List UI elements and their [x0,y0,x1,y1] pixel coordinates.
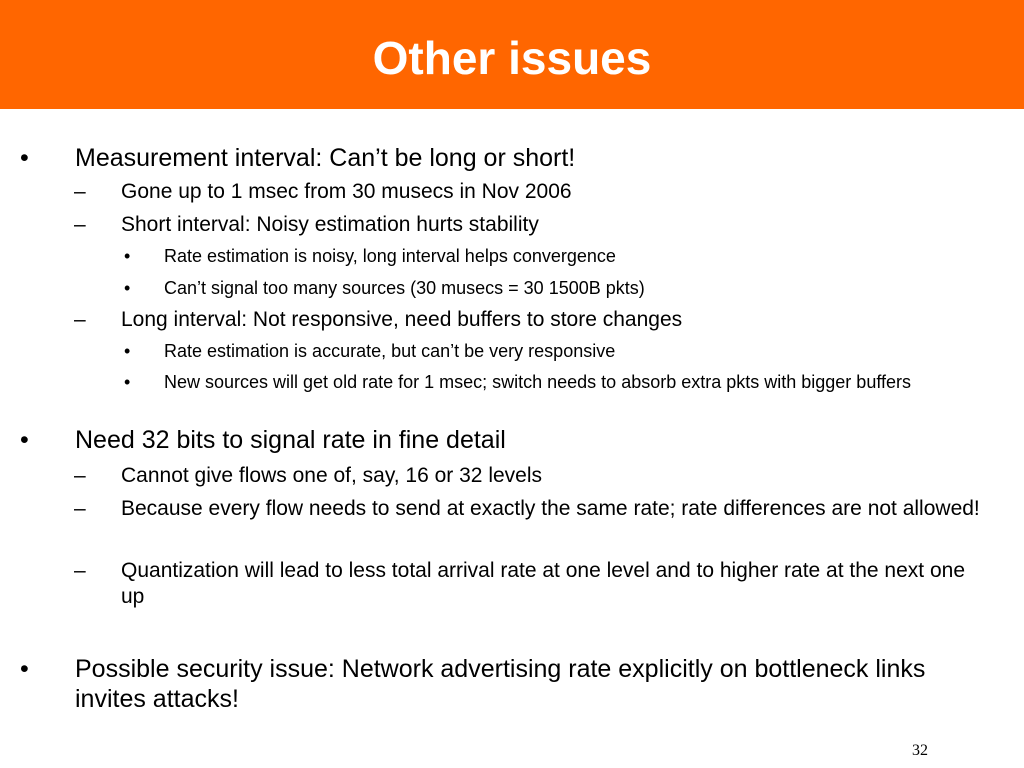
dash-marker: – [74,559,86,582]
slide-title: Other issues [372,32,652,84]
dash-marker: – [74,180,86,203]
bullet-item [74,179,991,205]
bullet-text: Short interval: Noisy estimation hurts stability [121,213,539,236]
bullet-text: Gone up to 1 msec from 30 musecs in Nov 2006 [121,180,572,203]
bullet-item [124,245,984,267]
bullet-item [74,496,991,522]
bullet-marker: • [20,655,29,683]
page-number: 32 [912,742,928,759]
bullet-marker: • [20,144,29,172]
bullet-text: Need 32 bits to signal rate in fine detail [75,426,506,454]
bullet-text: Measurement interval: Can’t be long or short! [75,144,576,172]
bullet-marker: • [124,372,131,392]
bullet-marker: • [124,341,131,361]
bullet-text: Long interval: Not responsive, need buffers to store changes [121,308,683,331]
bullet-text: Cannot give flows one of, say, 16 or 32 levels [121,464,543,487]
dash-marker: – [74,464,86,487]
bullet-text: Possible security issue: Network advertising rate explicitly on bottleneck links invites attacks! [75,655,926,713]
bullet-item [124,277,984,299]
dash-marker: – [74,213,86,236]
bullet-item [74,558,991,610]
dash-marker: – [74,497,86,520]
bullet-marker: • [20,426,29,454]
bullet-text: Rate estimation is accurate, but can’t be very responsive [164,341,616,361]
bullet-text: Can’t signal too many sources (30 musecs = 30 1500B pkts) [164,278,645,298]
bullet-item [74,463,991,489]
bullet-item [20,425,995,455]
bullet-item [74,212,991,238]
bullet-text: New sources will get old rate for 1 msec; switch needs to absorb extra pkts with bigger buffers [164,372,912,392]
bullet-item [124,340,984,362]
bullet-marker: • [124,278,131,298]
bullet-item [20,654,995,714]
bullet-marker: • [124,246,131,266]
bullet-item [20,143,995,173]
bullet-item [74,307,991,333]
dash-marker: – [74,308,86,331]
bullet-text: Rate estimation is noisy, long interval helps convergence [164,246,616,266]
bullet-text: Because every flow needs to send at exactly the same rate; rate differences are not allowed! [121,497,980,520]
title-bar [0,0,1024,109]
bullet-item [124,371,984,393]
bullet-text: Quantization will lead to less total arrival rate at one level and to higher rate at the next one up [121,559,965,608]
